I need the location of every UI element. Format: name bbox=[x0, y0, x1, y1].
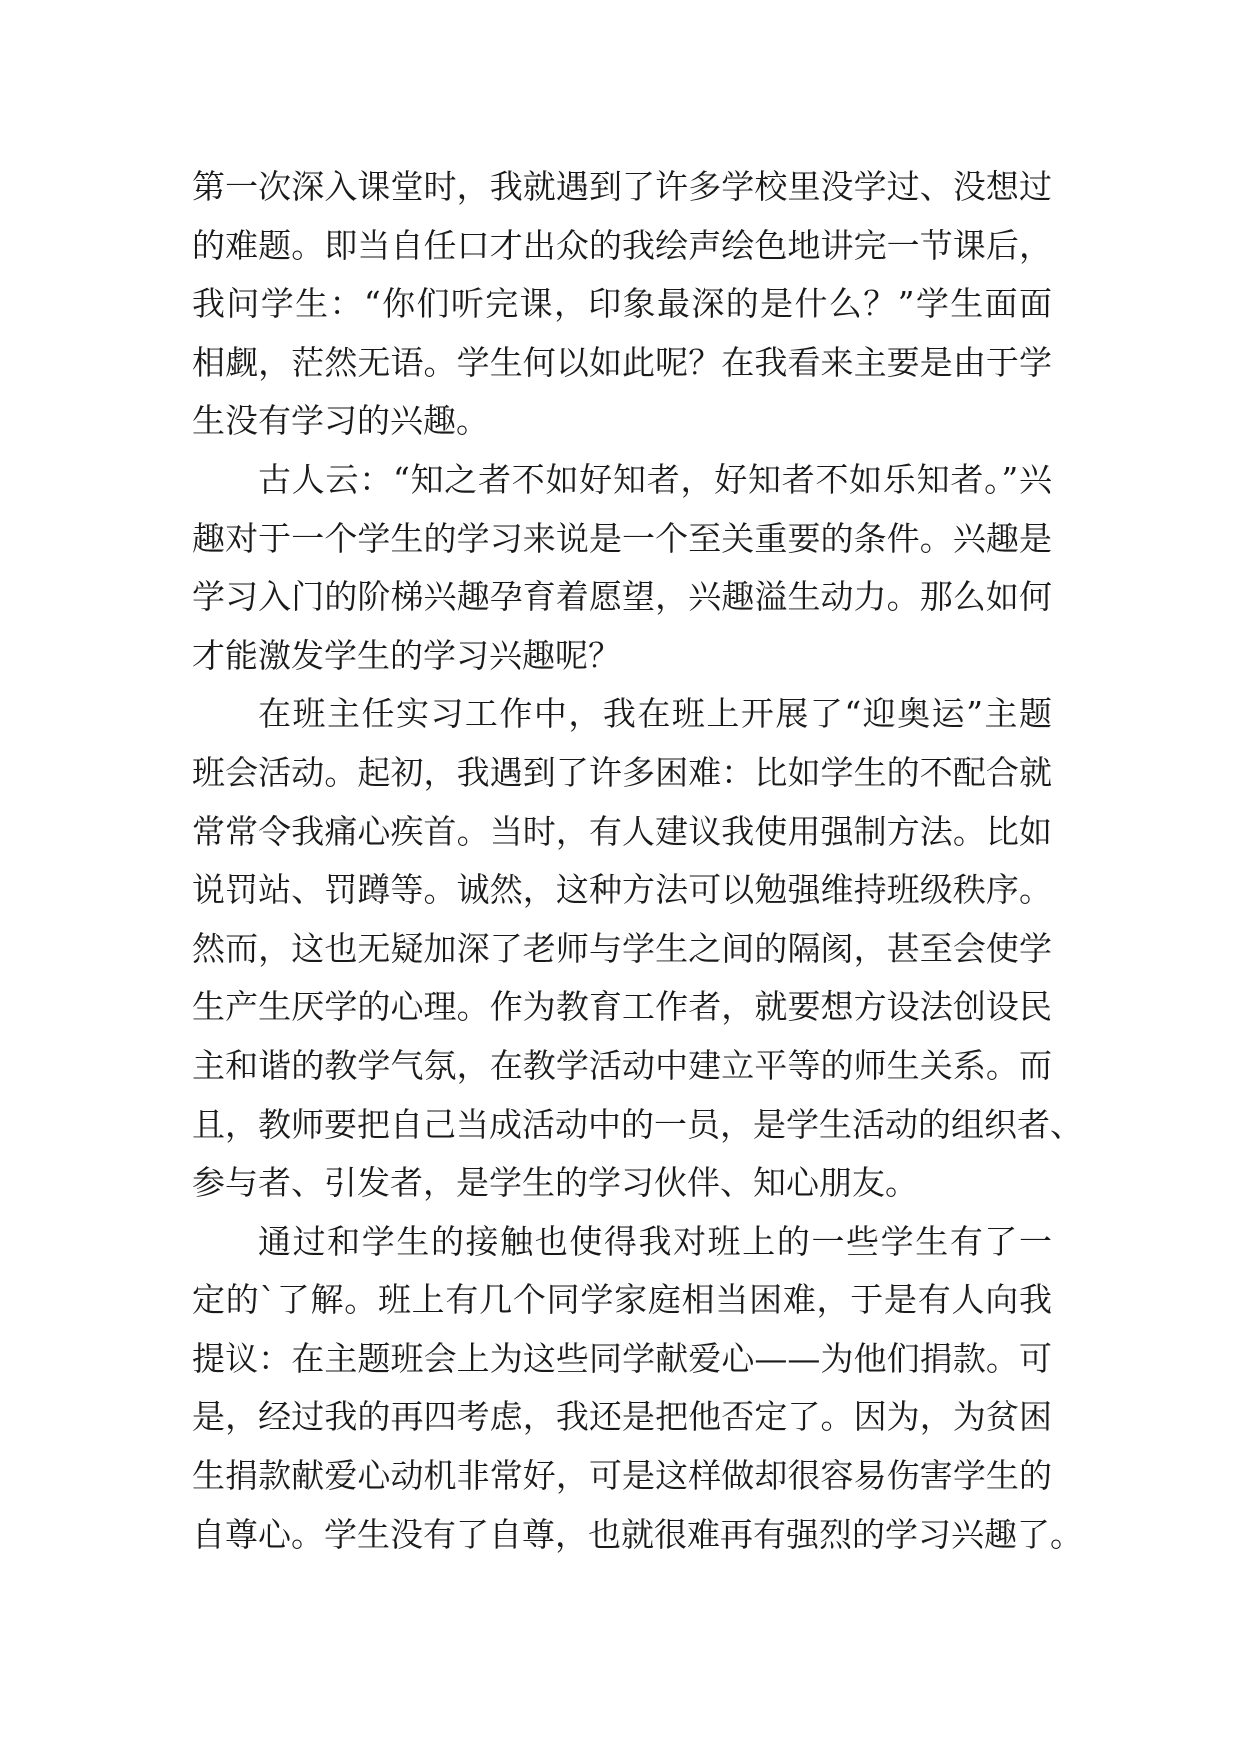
text-line: 主和谐的教学气氛，在教学活动中建立平等的师生关系。而 bbox=[192, 1045, 1052, 1085]
text-line: 第一次深入课堂时，我就遇到了许多学校里没学过、没想过 bbox=[192, 167, 1052, 206]
text-line: 常常令我痛心疾首。当时，有人建议我使用强制方法。比如 bbox=[192, 811, 1052, 851]
text-line: 古人云：“知之者不如好知者，好知者不如乐知者。”兴 bbox=[258, 459, 1052, 499]
text-line: 自尊心。学生没有了自尊，也就很难再有强烈的学习兴趣了。 bbox=[192, 1514, 1083, 1554]
text-line: 说罚站、罚蹲等。诚然，这种方法可以勉强维持班级秩序。 bbox=[192, 870, 1052, 910]
text-line: 我问学生：“你们听完课，印象最深的是什么？”学生面面 bbox=[192, 284, 1052, 324]
text-line: 班会活动。起初，我遇到了许多困难：比如学生的不配合就 bbox=[192, 752, 1052, 792]
text-line: 的难题。即当自任口才出众的我绘声绘色地讲完一节课后， bbox=[192, 225, 1052, 265]
text-line: 参与者、引发者，是学生的学习伙伴、知心朋友。 bbox=[192, 1163, 918, 1203]
body-text bbox=[192, 158, 1083, 1564]
text-line: 才能激发学生的学习兴趣呢？ bbox=[192, 635, 621, 675]
text-line: 在班主任实习工作中，我在班上开展了“迎奥运”主题 bbox=[258, 694, 1052, 734]
text-line: 生捐款献爱心动机非常好，可是这样做却很容易伤害学生的 bbox=[192, 1456, 1052, 1496]
text-line: 生没有学习的兴趣。 bbox=[192, 401, 489, 441]
text-line: 提议：在主题班会上为这些同学献爱心——为他们捐款。可 bbox=[192, 1338, 1052, 1378]
text-line: 生产生厌学的心理。作为教育工作者，就要想方设法创设民 bbox=[192, 987, 1052, 1027]
text-line: 相觑，茫然无语。学生何以如此呢？在我看来主要是由于学 bbox=[192, 342, 1052, 382]
text-line: 学习入门的阶梯兴趣孕育着愿望，兴趣溢生动力。那么如何 bbox=[192, 577, 1052, 617]
text-line: 然而，这也无疑加深了老师与学生之间的隔阂，甚至会使学 bbox=[192, 928, 1052, 968]
text-line: 定的`了解。班上有几个同学家庭相当困难，于是有人向我 bbox=[192, 1280, 1052, 1320]
text-line: 通过和学生的接触也使得我对班上的一些学生有了一 bbox=[258, 1221, 1052, 1261]
text-line: 是，经过我的再四考虑，我还是把他否定了。因为，为贫困 bbox=[192, 1397, 1052, 1437]
text-line: 趣对于一个学生的学习来说是一个至关重要的条件。兴趣是 bbox=[192, 518, 1052, 558]
text-line: 且，教师要把自己当成活动中的一员，是学生活动的组织者、 bbox=[192, 1104, 1083, 1144]
